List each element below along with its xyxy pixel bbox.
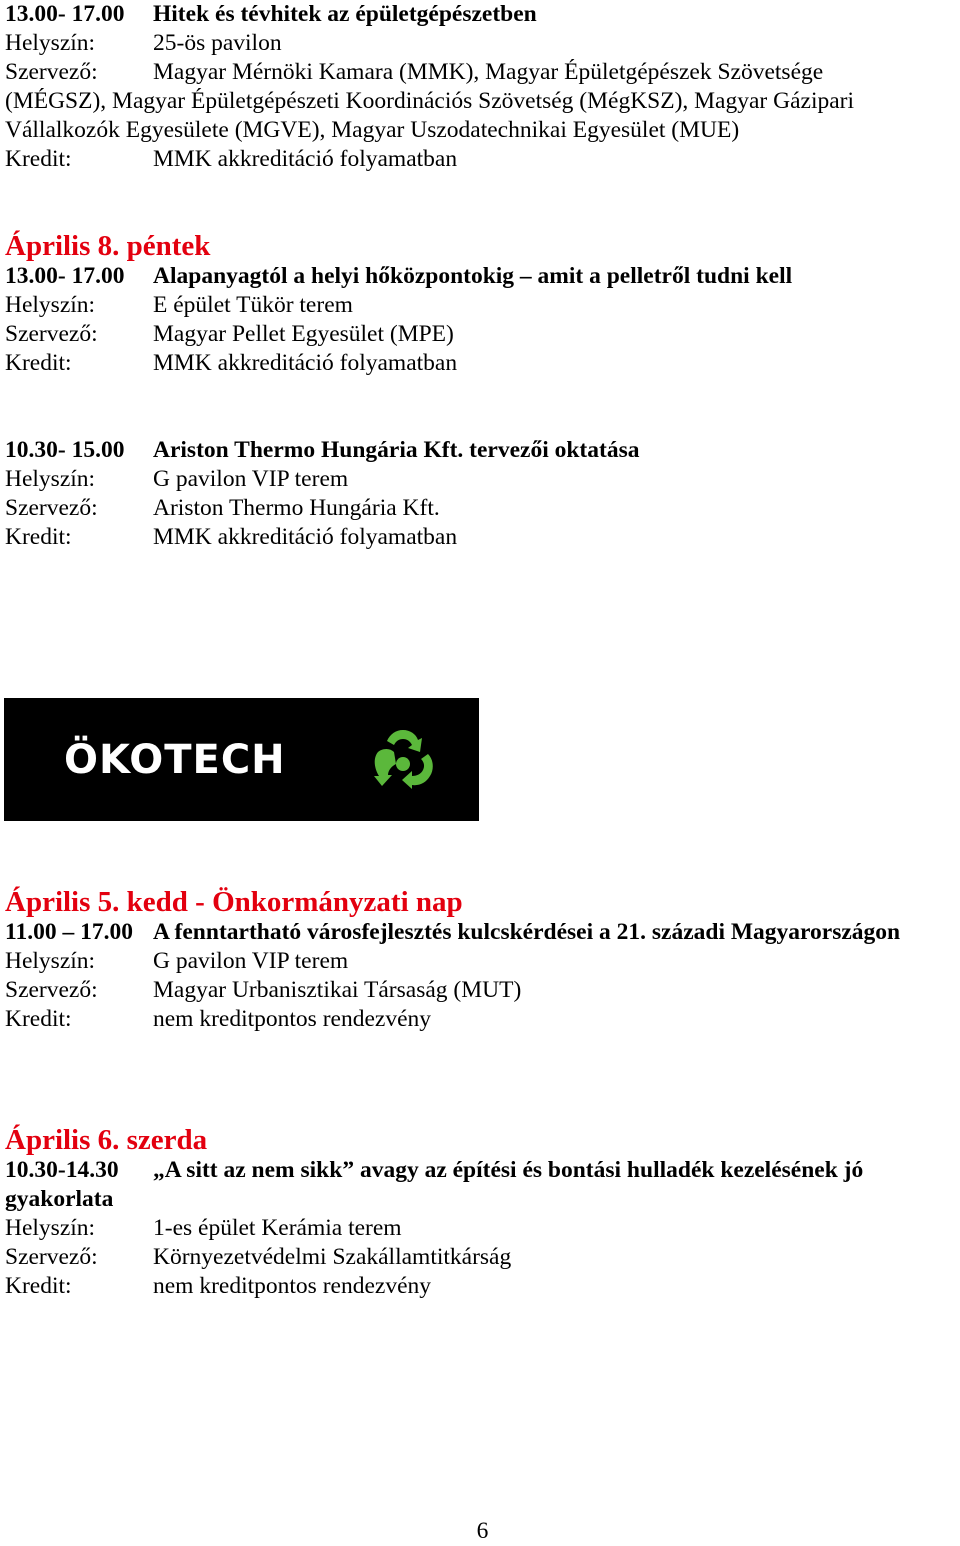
credit-row	[5, 145, 960, 174]
organizer-label: Szervező:	[5, 977, 98, 1003]
venue-label: Helyszín:	[5, 30, 96, 56]
event-ariston	[5, 436, 960, 552]
organizer-label: Szervező:	[5, 1244, 98, 1270]
organizer-continuation: (MÉGSZ), Magyar Épületgépészeti Koordinációs Szövetség (MégKSZ), Magyar Gázipari Vállalkozók Egyesülete (MGVE), Magyar Uszodatechnikai Egyesület (MUE)	[5, 88, 855, 143]
recycle-icon	[370, 728, 436, 790]
credit-value: nem kreditpontos rendezvény	[153, 1006, 431, 1032]
venue-label: Helyszín:	[5, 466, 96, 492]
organizer-value: Magyar Mérnöki Kamara (MMK), Magyar Épületgépészek Szövetsége	[153, 59, 824, 85]
event-sitt	[5, 1156, 960, 1301]
okotech-wordmark: ÖKOTECH	[64, 737, 286, 783]
credit-value: MMK akkreditáció folyamatban	[153, 350, 458, 376]
credit-label: Kredit:	[5, 146, 72, 172]
venue-value: 25-ös pavilon	[153, 30, 282, 56]
organizer-value: Ariston Thermo Hungária Kft.	[153, 495, 440, 521]
event-header	[5, 262, 960, 291]
venue-label: Helyszín:	[5, 292, 96, 318]
venue-label: Helyszín:	[5, 1215, 96, 1241]
event-title: Alapanyagtól a helyi hőközpontokig – amit a pelletről tudni kell	[153, 263, 793, 289]
event-header	[5, 1156, 960, 1214]
event-time: 10.30- 15.00	[5, 437, 125, 463]
day-heading-april-5: Április 5. kedd - Önkormányzati nap	[5, 886, 463, 918]
credit-row	[5, 1005, 960, 1034]
page-number: 6	[476, 1518, 489, 1544]
event-time: 13.00- 17.00	[5, 1, 125, 27]
organizer-value: Környezetvédelmi Szakállamtitkárság	[153, 1244, 512, 1270]
venue-row	[5, 947, 960, 976]
organizer-label: Szervező:	[5, 495, 98, 521]
venue-row	[5, 1214, 960, 1243]
credit-label: Kredit:	[5, 524, 72, 550]
event-time: 11.00 – 17.00	[5, 919, 133, 945]
venue-value: E épület Tükör terem	[153, 292, 353, 318]
credit-label: Kredit:	[5, 1006, 72, 1032]
organizer-row	[5, 58, 960, 87]
venue-value: G pavilon VIP terem	[153, 466, 349, 492]
credit-value: nem kreditpontos rendezvény	[153, 1273, 431, 1299]
organizer-row	[5, 976, 960, 1005]
event-urban	[5, 918, 960, 1034]
day-heading-april-6: Április 6. szerda	[5, 1124, 208, 1156]
credit-label: Kredit:	[5, 350, 72, 376]
venue-value: 1-es épület Kerámia terem	[153, 1215, 402, 1241]
event-title: Hitek és tévhitek az épületgépészetben	[153, 1, 537, 27]
event-hitek	[5, 0, 960, 174]
okotech-logo	[4, 698, 479, 821]
organizer-row	[5, 320, 960, 349]
credit-row	[5, 349, 960, 378]
organizer-row	[5, 494, 960, 523]
event-time: 13.00- 17.00	[5, 263, 125, 289]
event-header	[5, 918, 960, 947]
venue-row	[5, 465, 960, 494]
event-header	[5, 0, 960, 29]
credit-row	[5, 523, 960, 552]
organizer-value: Magyar Urbanisztikai Társaság (MUT)	[153, 977, 522, 1003]
event-title: Ariston Thermo Hungária Kft. tervezői oktatása	[153, 437, 640, 463]
event-title: A fenntartható városfejlesztés kulcskérdései a 21. századi Magyarországon	[153, 919, 901, 945]
organizer-label: Szervező:	[5, 321, 98, 347]
day-heading-april-8: Április 8. péntek	[5, 230, 211, 262]
event-header	[5, 436, 960, 465]
organizer-row	[5, 1243, 960, 1272]
venue-label: Helyszín:	[5, 948, 96, 974]
venue-row	[5, 291, 960, 320]
credit-value: MMK akkreditáció folyamatban	[153, 524, 458, 550]
venue-value: G pavilon VIP terem	[153, 948, 349, 974]
credit-value: MMK akkreditáció folyamatban	[153, 146, 458, 172]
credit-row	[5, 1272, 960, 1301]
event-title: „A sitt az nem sikk” avagy az építési és bontási hulladék kezelésének jó gyakorlata	[5, 1157, 864, 1212]
organizer-value: Magyar Pellet Egyesület (MPE)	[153, 321, 454, 347]
event-time: 10.30-14.30	[5, 1157, 119, 1183]
organizer-label: Szervező:	[5, 59, 98, 85]
event-pellet	[5, 262, 960, 378]
venue-row	[5, 29, 960, 58]
credit-label: Kredit:	[5, 1273, 72, 1299]
